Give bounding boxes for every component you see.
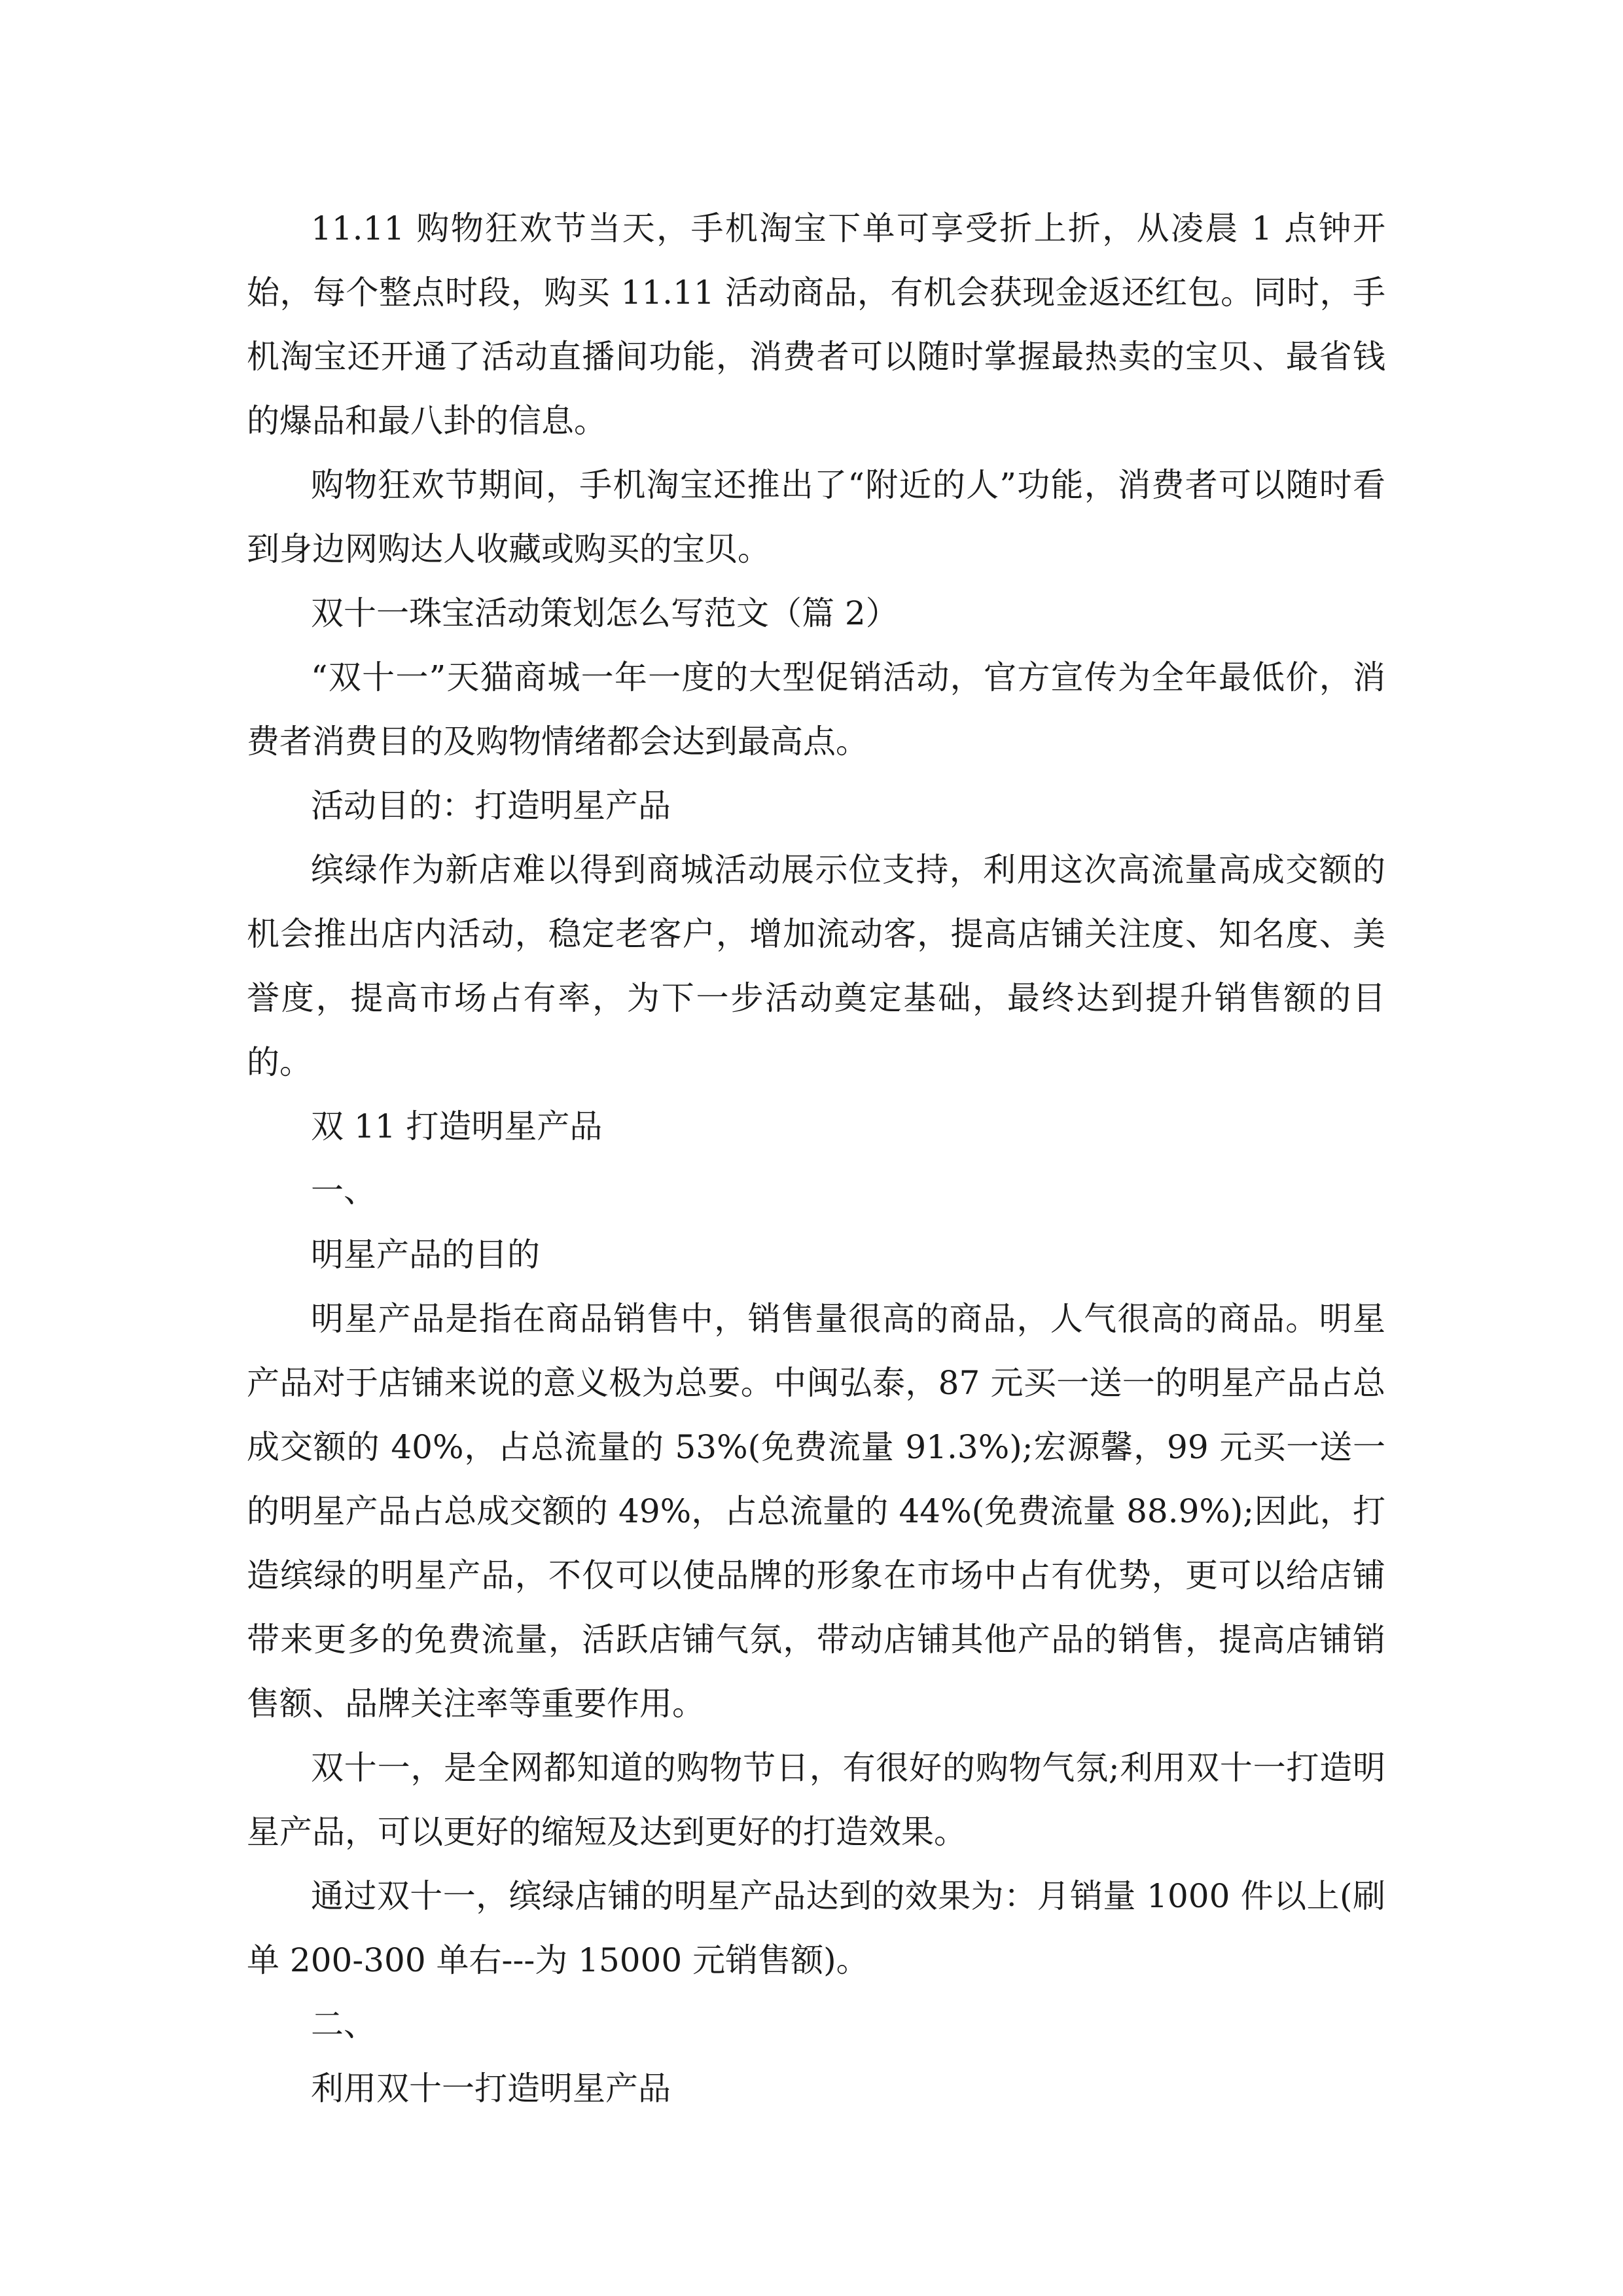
paragraph-double-eleven-atmosphere: 双十一，是全网都知道的购物节日，有很好的购物气氛;利用双十一打造明星产品，可以更好的缩短及达到更好的打造效果。	[247, 1749, 1385, 1851]
paragraph-tmall-intro: “双十一”天猫商城一年一度的大型促销活动，官方宣传为全年最低价，消费者消费目的及购物情绪都会达到最高点。	[247, 658, 1385, 761]
heading-section-one: 一、	[311, 1172, 376, 1210]
paragraph-sales-target: 通过双十一，缤绿店铺的明星产品达到的效果为：月销量 1000 件以上(刷单 200-300 单右---为 15000 元销售额)。	[247, 1877, 1385, 1979]
heading-activity-goal: 活动目的：打造明星产品	[311, 787, 671, 825]
heading-star-product-purpose: 明星产品的目的	[311, 1236, 540, 1274]
paragraph-nearby-people: 购物狂欢节期间，手机淘宝还推出了“附近的人”功能，消费者可以随时看到身边网购达人收藏或购买的宝贝。	[247, 466, 1385, 568]
heading-star-product: 双 11 打造明星产品	[311, 1107, 603, 1145]
heading-use-double-eleven: 利用双十一打造明星产品	[311, 2070, 671, 2108]
paragraph-taobao-1111: 11.11 购物狂欢节当天，手机淘宝下单可享受折上折，从凌晨 1 点钟开始，每个整点时段，购买 11.11 活动商品，有机会获现金返还红包。同时，手机淘宝还开通了活动直播间功能，消费者可以随时掌握最热卖的宝贝、最省钱的爆品和最八卦的信息。	[247, 209, 1385, 440]
paragraph-star-product-definition: 明星产品是指在商品销售中，销售量很高的商品，人气很高的商品。明星产品对于店铺来说的意义极为总要。中闽弘泰，87 元买一送一的明星产品占总成交额的 40%，占总流量的 53%(免费流量 91.3%);宏源馨，99 元买一送一的明星产品占总成交额的 49%，占总流量的 44%(免费流量 88.9%);因此，打造缤绿的明星产品，不仅可以使品牌的形象在市场中占有优势，更可以给店铺带来更多的免费流量，活跃店铺气氛，带动店铺其他产品的销售，提高店铺销售额、品牌关注率等重要作用。	[247, 1300, 1385, 1723]
section-heading-article-2: 双十一珠宝活动策划怎么写范文（篇 2）	[311, 594, 899, 632]
document-body	[247, 196, 1385, 2121]
paragraph-binlv-strategy: 缤绿作为新店难以得到商城活动展示位支持，利用这次高流量高成交额的机会推出店内活动，稳定老客户，增加流动客，提高店铺关注度、知名度、美誉度，提高市场占有率，为下一步活动奠定基础，最终达到提升销售额的目的。	[247, 851, 1385, 1081]
heading-section-two: 二、	[311, 2005, 376, 2043]
